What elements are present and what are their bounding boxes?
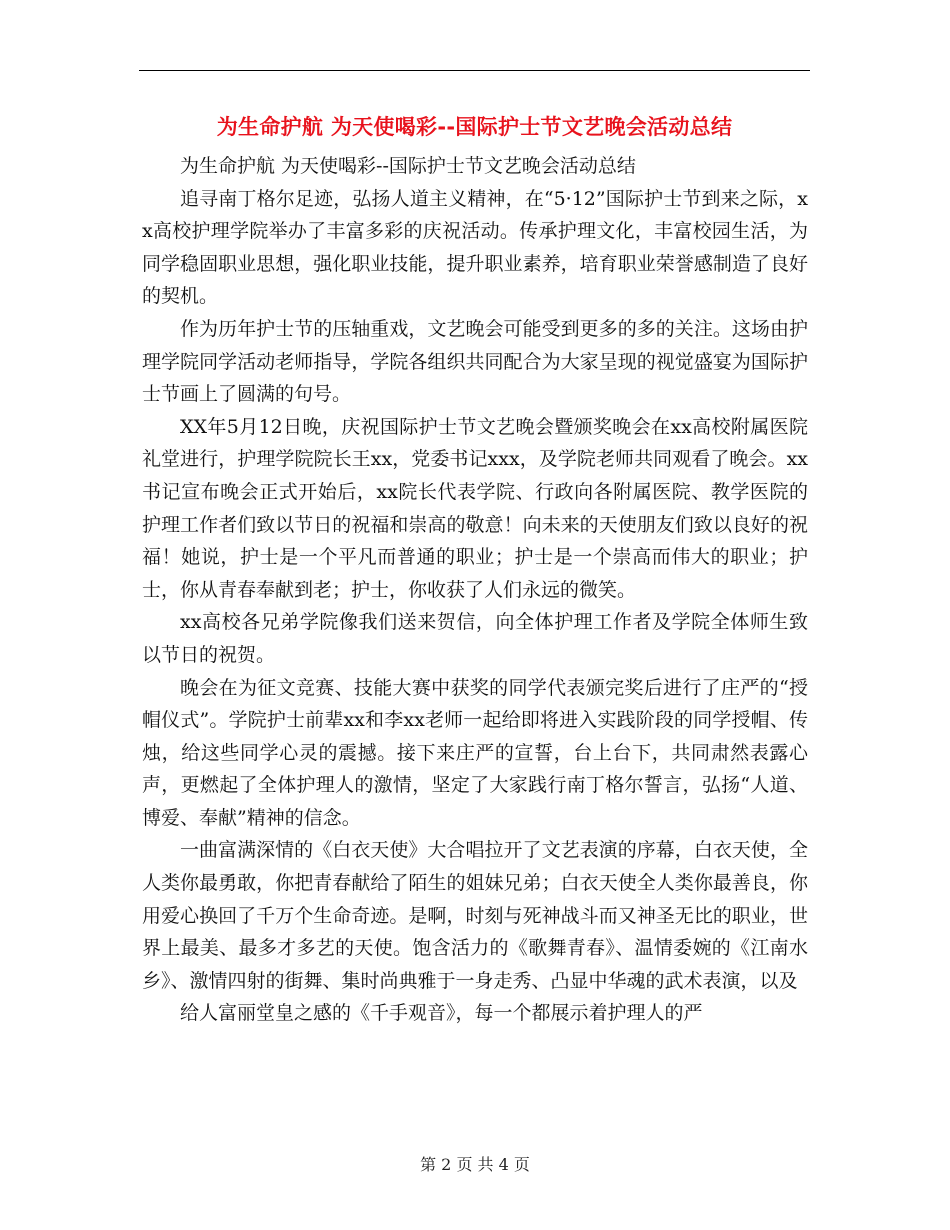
paragraph-performances: 一曲富满深情的《白衣天使》大合唱拉开了文艺表演的序幕，白衣天使，全人类你最勇敢，你把青春献给了陌生的姐妹兄弟；白衣天使全人类你最善良，你用爱心换回了千万个生命奇迹。是啊，时刻与死神战斗而又神圣无比的职业，世界上最美、最多才多艺的天使。饱含活力的《歌舞青春》、温情委婉的《江南水乡》、激情四射的街舞、集时尚典雅于一身走秀、凸显中华魂的武术表演，以及 <box>142 839 808 992</box>
current-page-number: 2 <box>441 1155 452 1174</box>
page-label-prefix: 第 <box>420 1155 437 1174</box>
page-number-footer <box>0 1153 950 1177</box>
page-label-suffix: 页 <box>513 1155 530 1174</box>
paragraph-gala-focus: 作为历年护士节的压轴重戏，文艺晚会可能受到更多的多的关注。这场由护理学院同学活动老师指导，学院各组织共同配合为大家呈现的视觉盛宴为国际护士节画上了圆满的句号。 <box>142 317 808 406</box>
document-title: 为生命护航 为天使喝彩--国际护士节文艺晚会活动总结 <box>216 115 733 139</box>
paragraph-congratulations: xx高校各兄弟学院像我们送来贺信，向全体护理工作者及学院全体师生致以节日的祝贺。 <box>142 611 808 666</box>
page-label-middle: 页 共 <box>456 1155 494 1174</box>
paragraph-gala-opening: XX年5月12日晚，庆祝国际护士节文艺晚会暨颁奖晚会在xx高校附属医院礼堂进行，护理学院院长王xx，党委书记xxx，及学院老师共同观看了晚会。xx书记宣布晚会正式开始后，xx院长代表学院、行政向各附属医院、教学医院的护理工作者们致以节日的祝福和崇高的敬意！向未来的天使朋友们致以良好的祝福！她说，护士是一个平凡而普通的职业；护士是一个崇高而伟大的职业；护士，你从青春奉献到老；护士，你收获了人们永远的微笑。 <box>142 415 808 601</box>
paragraph-thousand-hands: 给人富丽堂皇之感的《千手观音》，每一个都展示着护理人的严 <box>180 1002 703 1025</box>
document-body <box>142 150 808 1030</box>
total-pages-number: 4 <box>498 1155 509 1174</box>
paragraph-subtitle: 为生命护航 为天使喝彩--国际护士节文艺晚会活动总结 <box>180 155 636 177</box>
header-rule <box>139 70 810 71</box>
paragraph-intro: 追寻南丁格尔足迹，弘扬人道主义精神，在“5·12”国际护士节到来之际，xx高校护理学院举办了丰富多彩的庆祝活动。传承护理文化，丰富校园生活，为同学稳固职业思想，强化职业技能，提升职业素养，培育职业荣誉感制造了良好的契机。 <box>142 187 808 308</box>
paragraph-capping-ceremony: 晚会在为征文竞赛、技能大赛中获奖的同学代表颁完奖后进行了庄严的“授帽仪式”。学院护士前辈xx和李xx老师一起给即将进入实践阶段的同学授帽、传烛，给这些同学心灵的震撼。接下来庄严的宣誓，台上台下，共同肃然表露心声，更燃起了全体护理人的激情，坚定了大家践行南丁格尔誓言，弘扬“人道、博爱、奉献”精神的信念。 <box>142 676 808 829</box>
